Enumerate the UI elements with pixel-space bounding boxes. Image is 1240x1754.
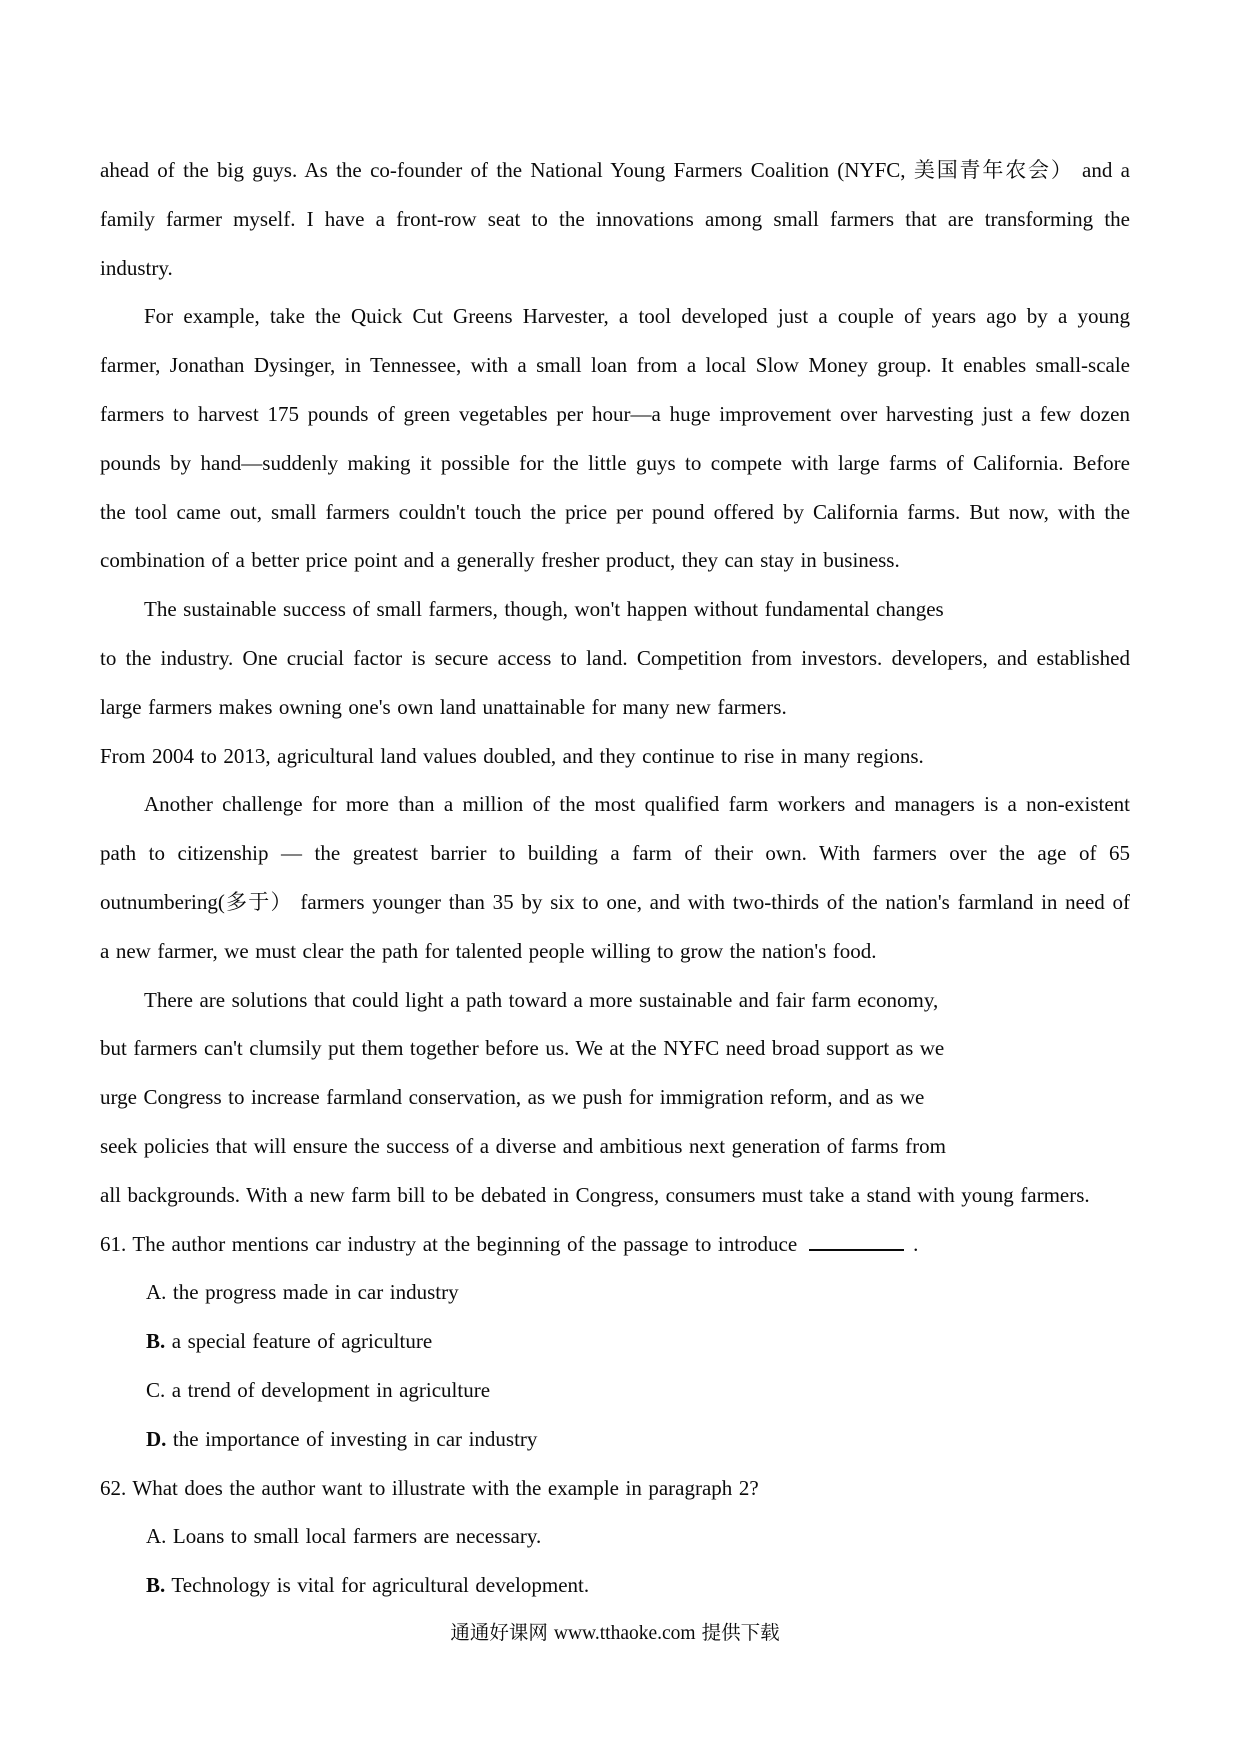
passage-line: farmer, Jonathan Dysinger, in Tennessee, with a small loan from a local Slow Money group. It enables small-scale <box>100 353 1130 378</box>
question-61-answer-blank <box>809 1246 904 1251</box>
question-61-option-D <box>100 1415 1130 1464</box>
question-61-text: 61. The author mentions car industry at the beginning of the passage to introduce <box>100 1231 798 1256</box>
question-61-option-B <box>100 1317 1130 1366</box>
passage-line: There are solutions that could light a path toward a more sustainable and fair farm economy, <box>144 987 939 1012</box>
question-62-option-B <box>100 1561 1130 1610</box>
question-61-option-A <box>100 1268 1130 1317</box>
passage-line: seek policies that will ensure the success of a diverse and ambitious next generation of farms from <box>100 1133 946 1158</box>
option-text: a special feature of agriculture <box>165 1329 433 1354</box>
passage-line: pounds by hand—suddenly making it possible for the little guys to compete with large farms of California. Before <box>100 450 1130 475</box>
option-letter: A. <box>146 1524 167 1549</box>
passage-line: but farmers can't clumsily put them together before us. We at the NYFC need broad support as we <box>100 1036 945 1061</box>
passage-line: ahead of the big guys. As the co-founder of the National Young Farmers Coalition (NYFC, 美国青年农会） and a <box>100 158 1130 182</box>
passage-line: large farmers makes owning one's own land unattainable for many new farmers. <box>100 694 787 719</box>
question-62-text: 62. What does the author want to illustrate with the example in paragraph 2? <box>100 1475 759 1500</box>
passage-line: family farmer myself. I have a front-row seat to the innovations among small farmers that are transforming the <box>100 206 1130 231</box>
question-61-stem <box>100 1220 1130 1269</box>
question-61-option-C <box>100 1366 1130 1415</box>
option-letter: A. <box>146 1280 167 1305</box>
question-61-suffix: . <box>913 1231 919 1256</box>
passage-line: combination of a better price point and a generally fresher product, they can stay in business. <box>100 548 900 573</box>
option-letter: D. <box>146 1426 167 1451</box>
exam-page <box>100 146 1130 1659</box>
passage-line: path to citizenship — the greatest barrier to building a farm of their own. With farmers over the age of 65 <box>100 841 1130 866</box>
option-letter: B. <box>146 1329 166 1354</box>
passage-line: all backgrounds. With a new farm bill to be debated in Congress, consumers must take a stand with young farmers. <box>100 1182 1090 1207</box>
passage-line: industry. <box>100 255 173 280</box>
passage <box>100 146 1130 1220</box>
passage-line: Another challenge for more than a million of the most qualified farm workers and managers is a non-existent <box>144 792 1130 817</box>
question-62-stem <box>100 1464 1130 1513</box>
page-footer: 通通好课网 www.tthaoke.com 提供下载 <box>450 1622 780 1644</box>
passage-line: the tool came out, small farmers couldn't touch the price per pound offered by California farms. But now, with the <box>100 499 1130 524</box>
option-text: a trend of development in agriculture <box>165 1377 491 1402</box>
option-text: Technology is vital for agricultural development. <box>165 1573 590 1598</box>
option-letter: C. <box>146 1377 166 1402</box>
question-61-options <box>100 1268 1130 1463</box>
passage-line: to the industry. One crucial factor is secure access to land. Competition from investors. developers, and established <box>100 645 1130 670</box>
question-62-option-A <box>100 1512 1130 1561</box>
option-text: the progress made in car industry <box>166 1280 459 1305</box>
passage-line: a new farmer, we must clear the path for talented people willing to grow the nation's food. <box>100 938 877 963</box>
passage-line: farmers to harvest 175 pounds of green vegetables per hour—a huge improvement over harvesting just a few dozen <box>100 401 1130 426</box>
passage-line: The sustainable success of small farmers, though, won't happen without fundamental changes <box>144 597 944 622</box>
question-62-options <box>100 1512 1130 1610</box>
option-text: Loans to small local farmers are necessary. <box>166 1524 542 1549</box>
passage-line: From 2004 to 2013, agricultural land values doubled, and they continue to rise in many regions. <box>100 743 924 768</box>
option-text: the importance of investing in car industry <box>166 1426 538 1451</box>
option-letter: B. <box>146 1573 166 1598</box>
passage-line: outnumbering(多于） farmers younger than 35 by six to one, and with two-thirds of the nation's farmland in need of <box>100 889 1130 914</box>
passage-line: For example, take the Quick Cut Greens Harvester, a tool developed just a couple of years ago by a young <box>144 304 1130 329</box>
passage-line: urge Congress to increase farmland conservation, as we push for immigration reform, and as we <box>100 1085 925 1110</box>
